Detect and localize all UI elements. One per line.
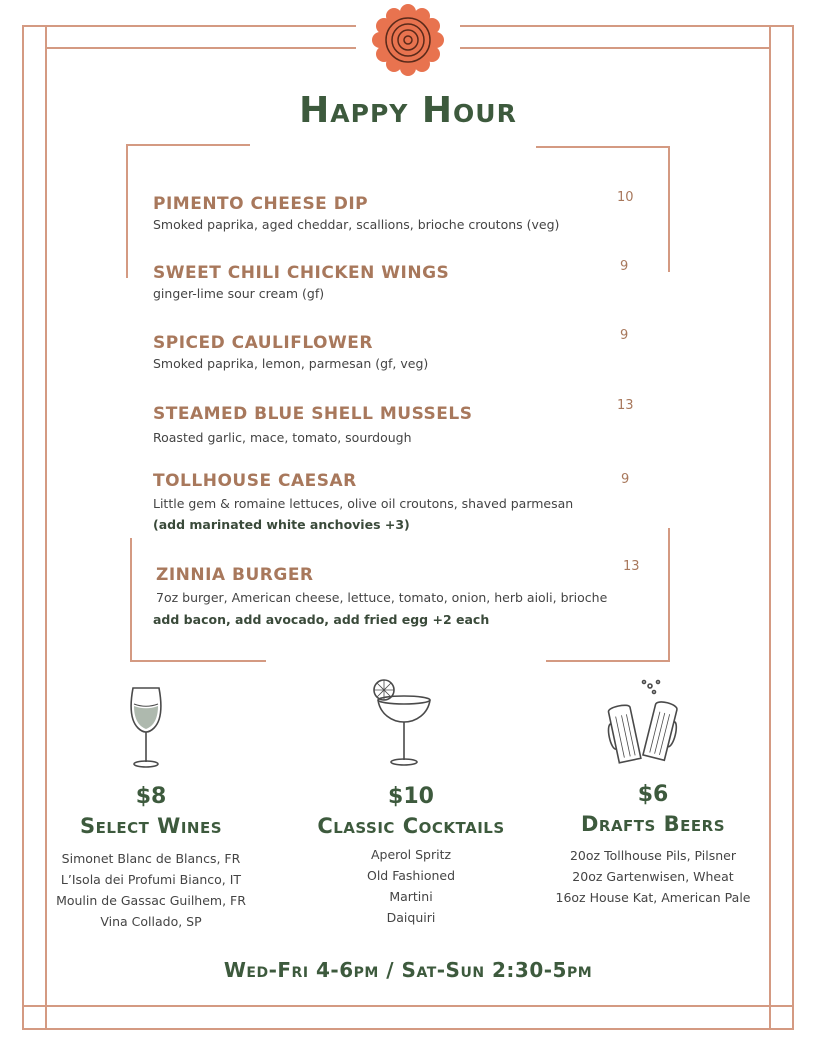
item-price: 9 (621, 472, 630, 487)
item-addon-note: add bacon, add avocado, add fried egg +2 each (153, 612, 490, 627)
drinks-column-wines (40, 784, 262, 932)
flower-icon (372, 4, 444, 76)
item-description: Smoked paprika, lemon, parmesan (gf, veg) (153, 356, 429, 371)
item-description: Little gem & romaine lettuces, olive oil croutons, shaved parmesan (153, 496, 574, 511)
item-name: STEAMED BLUE SHELL MUSSELS (153, 404, 473, 424)
list-item: Vina Collado, SP (100, 914, 202, 929)
drink-category-title: Classic Cocktails (317, 814, 505, 838)
drink-list (300, 844, 522, 928)
drink-list (540, 845, 766, 908)
list-item: L’Isola dei Profumi Bianco, IT (60, 872, 242, 887)
item-price: 13 (617, 398, 634, 413)
item-price: 9 (620, 328, 629, 343)
list-item: 16oz House Kat, American Pale (555, 890, 751, 905)
item-price: 9 (620, 259, 629, 274)
item-description: Roasted garlic, mace, tomato, sourdough (153, 430, 412, 445)
item-name: PIMENTO CHEESE DIP (153, 194, 369, 214)
list-item: Old Fashioned (366, 868, 456, 883)
happy-hour-schedule: Wed-Fri 4-6pm / Sat-Sun 2:30-5pm (223, 958, 593, 982)
list-item: Martini (389, 889, 433, 904)
list-item: 20oz Tollhouse Pils, Pilsner (569, 848, 736, 863)
item-name: SPICED CAULIFLOWER (153, 333, 373, 353)
item-name: SWEET CHILI CHICKEN WINGS (153, 263, 450, 283)
drink-price: $10 (388, 784, 434, 809)
item-description: ginger-lime sour cream (gf) (153, 286, 325, 301)
list-item: Daiquiri (386, 910, 436, 925)
drink-category-title: Drafts Beers (580, 812, 726, 836)
item-name: ZINNIA BURGER (156, 565, 314, 585)
beer-mugs-icon (606, 676, 682, 770)
item-description: 7oz burger, American cheese, lettuce, tomato, onion, herb aioli, brioche (156, 590, 608, 605)
list-item: Moulin de Gassac Guilhem, FR (56, 893, 246, 908)
list-item: Simonet Blanc de Blancs, FR (61, 851, 241, 866)
drink-list (40, 848, 262, 932)
drinks-column-beers (540, 782, 766, 908)
drink-price: $6 (637, 782, 669, 807)
item-addon-note: (add marinated white anchovies +3) (153, 517, 410, 532)
page-title: Happy Hour (299, 90, 517, 131)
list-item: Aperol Spritz (370, 847, 452, 862)
list-item: 20oz Gartenwisen, Wheat (572, 869, 734, 884)
drink-category-title: Select Wines (79, 814, 223, 838)
drinks-column-cocktails (300, 784, 522, 928)
item-price: 13 (623, 559, 640, 574)
cocktail-glass-icon (368, 678, 434, 770)
wine-glass-icon (124, 682, 168, 772)
item-description: Smoked paprika, aged cheddar, scallions, brioche croutons (veg) (153, 217, 560, 232)
item-price: 10 (617, 190, 634, 205)
item-name: TOLLHOUSE CAESAR (153, 471, 357, 491)
drink-price: $8 (135, 784, 167, 809)
